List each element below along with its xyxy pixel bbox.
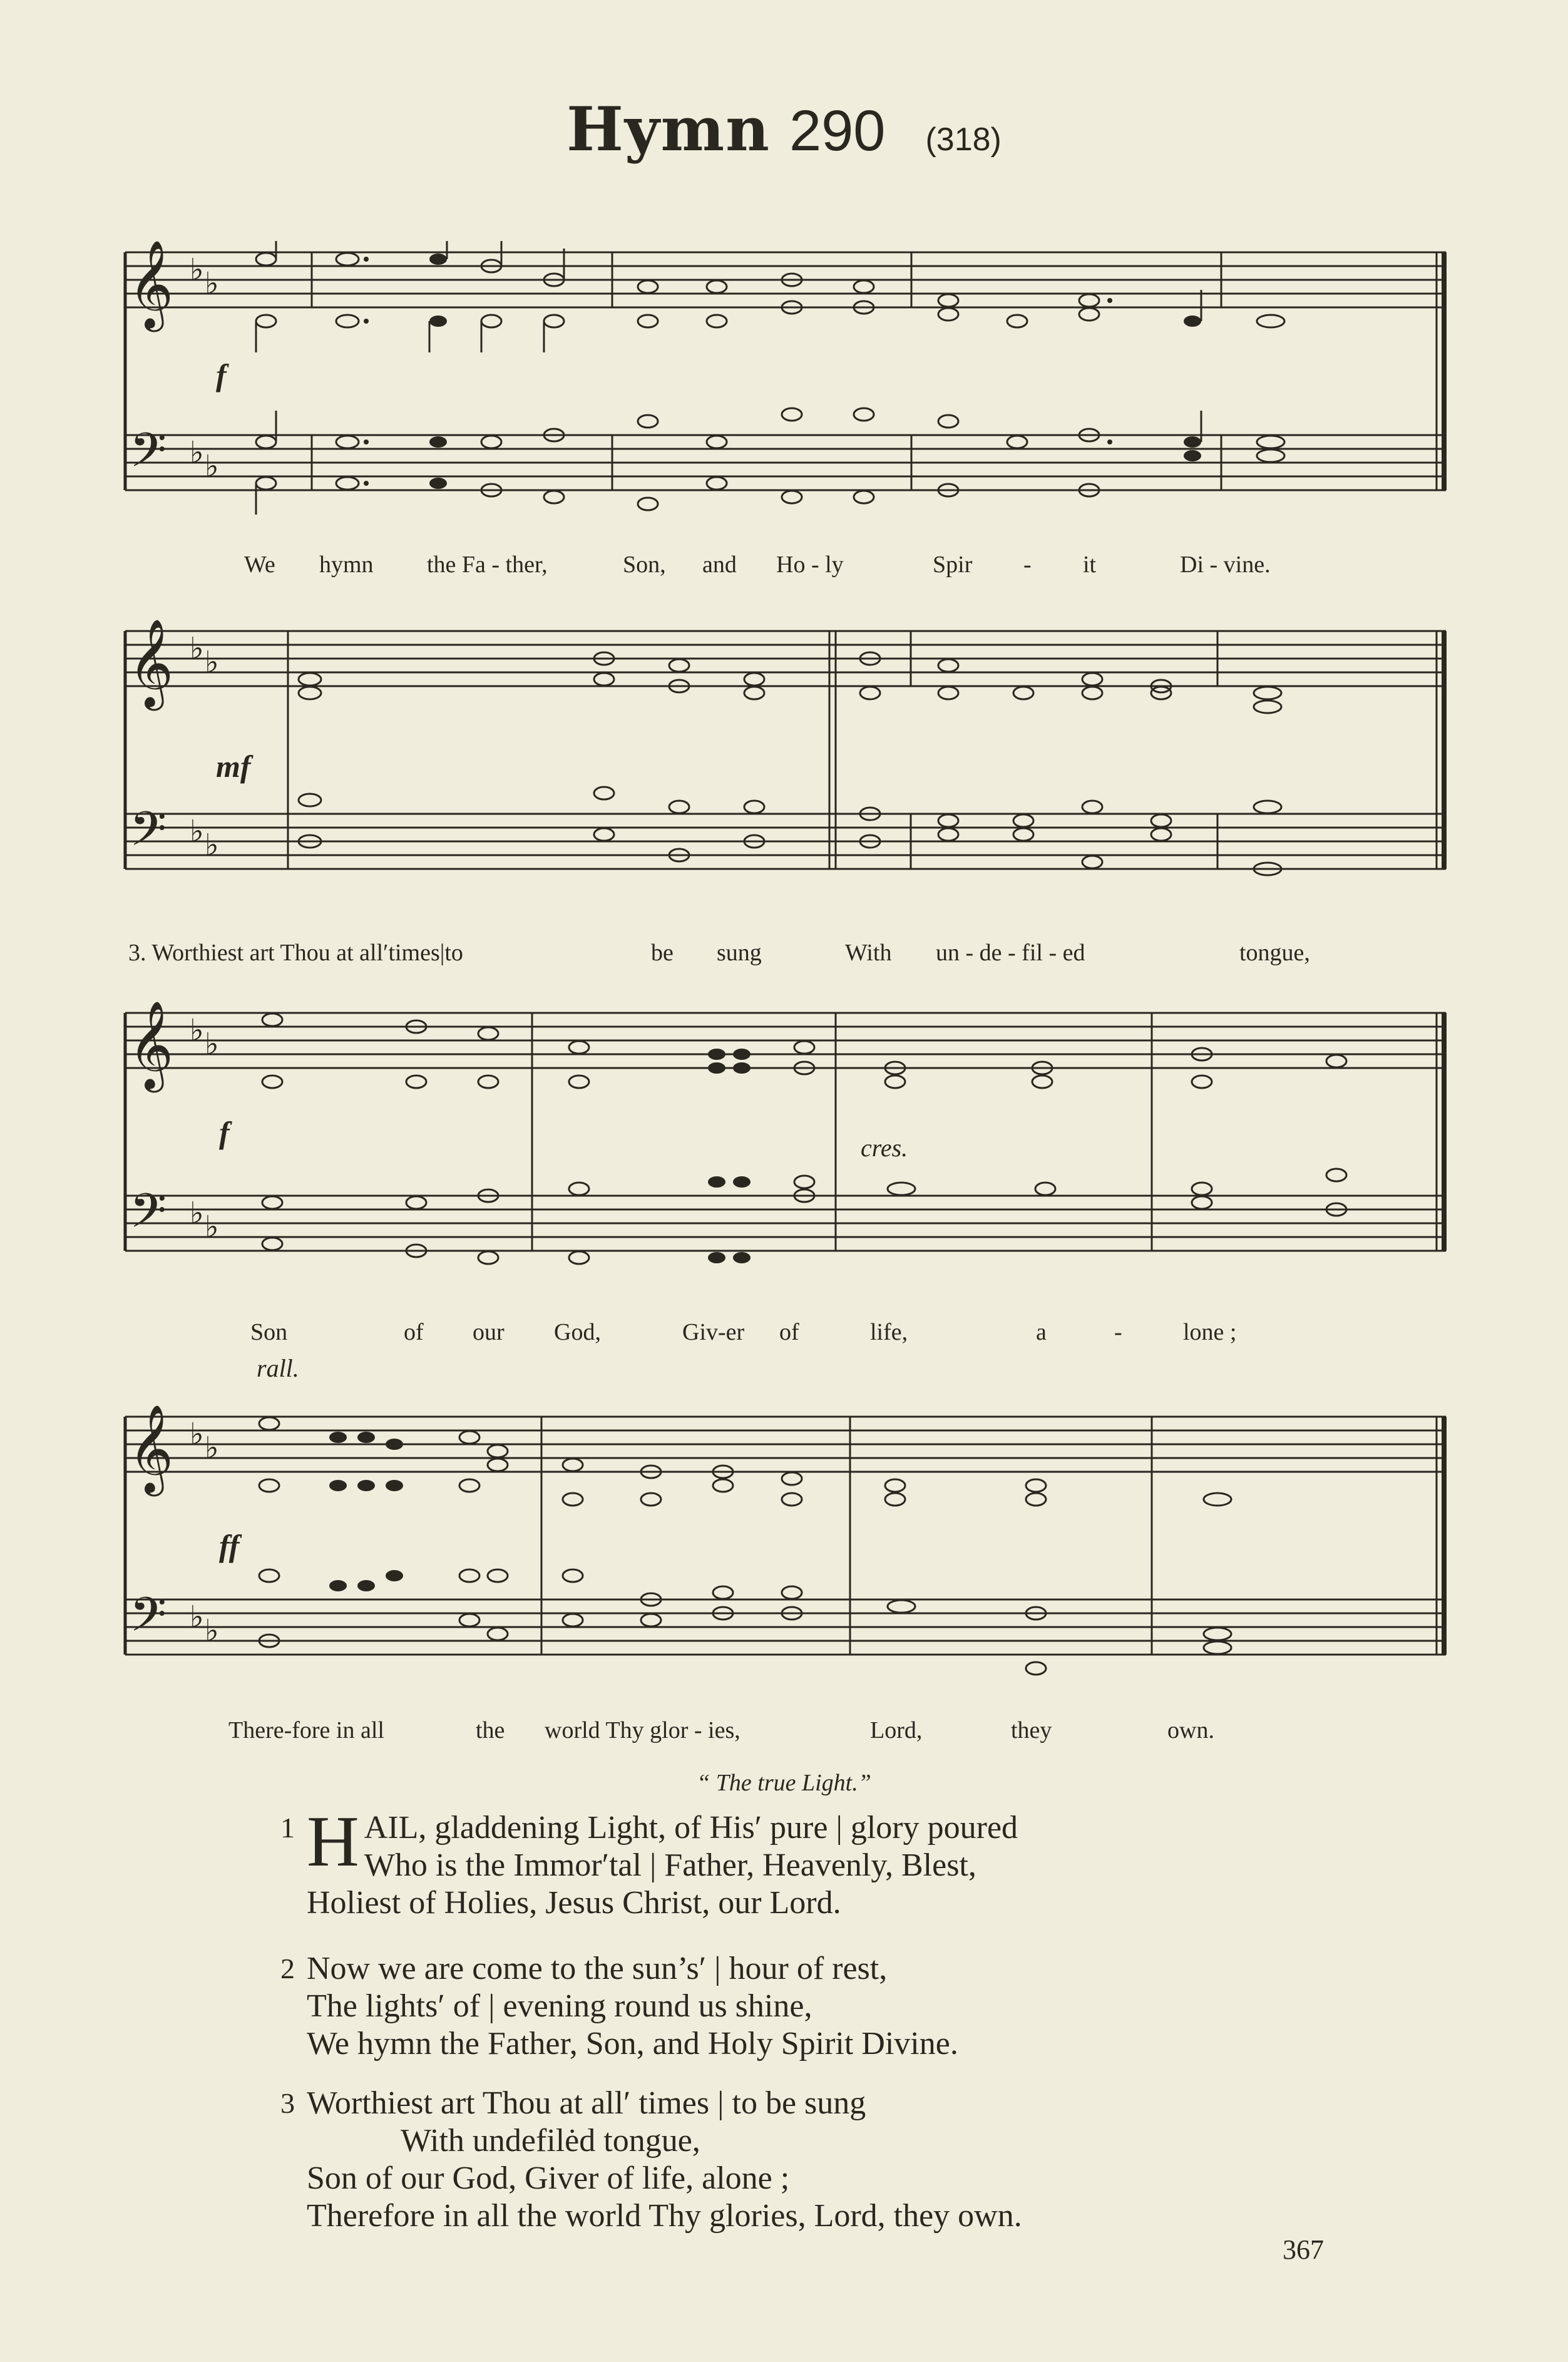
hymn-alternate-number: (318) [925,121,1002,158]
svg-text:𝄢: 𝄢 [130,423,167,490]
svg-text:𝄢: 𝄢 [130,801,167,868]
svg-text:♭: ♭ [205,645,219,680]
lyric-word: tongue, [1239,940,1310,966]
dynamic-marking-1: f [216,357,227,393]
lyric-word: be [651,940,674,966]
crescendo-marking: cres. [861,1134,908,1162]
hymn-caption: “ The true Light.” [697,1770,871,1796]
lyric-word: of [404,1319,424,1345]
verse-number: 1 [280,1812,295,1844]
svg-text:♭: ♭ [190,1013,204,1048]
lyric-word: world Thy glor - ies, [545,1717,740,1743]
rallentando-marking: rall. [257,1354,299,1382]
lyric-word: God, [554,1319,601,1345]
lyric-word: own. [1167,1717,1214,1743]
verse-number: 2 [280,1953,295,1985]
lyric-word: it [1083,552,1097,578]
svg-text:♭: ♭ [205,266,219,301]
verse-line: With undefilėd tongue, [401,2123,700,2159]
svg-text:♭: ♭ [190,1196,204,1231]
lyric-word: Ho - ly [776,552,844,578]
lyric-word: Son, [623,552,666,578]
svg-text:♭: ♭ [190,814,204,849]
verse-line: Worthiest art Thou at all′ times | to be sung [307,2085,866,2121]
lyric-word: un - de - fil - ed [936,940,1085,966]
music-system-2 [116,620,1452,895]
lyric-word: a [1036,1319,1047,1345]
verse-number: 3 [280,2087,295,2119]
lyric-word: our [473,1319,505,1345]
lyric-word: life, [870,1319,908,1345]
svg-text:♭: ♭ [205,1209,219,1245]
hymn-title-word: Hymn [566,94,771,165]
dynamic-marking-4: ff [219,1528,240,1563]
lyric-word: and [702,552,737,578]
svg-text:♭: ♭ [205,1027,219,1062]
verse-line: Holiest of Holies, Jesus Christ, our Lord. [307,1885,841,1921]
svg-text:𝄞: 𝄞 [128,241,174,328]
svg-text:♭: ♭ [190,435,204,470]
lyric-line-2 [128,939,1380,970]
lyric-line-3 [250,1318,1314,1350]
lyric-word: With [845,940,892,966]
staff-system-2-drawing [116,620,1452,895]
staff-system-1-drawing [116,241,1452,516]
lyric-word: Di - vine. [1180,552,1271,578]
svg-text:𝄞: 𝄞 [128,1404,174,1492]
hymn-number: 290 [789,99,886,163]
svg-text:♭: ♭ [205,449,219,484]
lyric-word: Lord, [870,1717,923,1743]
music-system-4 [116,1393,1452,1681]
lyric-word: There-fore in all [228,1717,384,1743]
verse-line: Who is the Immor′tal | Father, Heavenly, Blest, [364,1847,976,1883]
lyric-line-4 [228,1717,1293,1748]
lyric-word: Spir [933,552,973,578]
verse-line: We hymn the Father, Son, and Holy Spirit Divine. [307,2026,958,2062]
music-system-1 [116,241,1452,516]
verse-line: AIL, gladdening Light, of His′ pure | glory poured [364,1810,1018,1846]
verse-line: Therefore in all the world Thy glories, Lord, they own. [307,2198,1022,2234]
lyric-word: the [476,1717,505,1743]
svg-text:♭: ♭ [190,252,204,287]
music-system-3 [116,1002,1452,1277]
svg-text:♭: ♭ [190,1599,204,1635]
svg-text:♭: ♭ [205,1430,219,1466]
svg-text:♭: ♭ [205,1613,219,1648]
staff-system-4-drawing [116,1393,1452,1681]
svg-text:♭: ♭ [205,828,219,863]
verse-line: The lights′ of | evening round us shine, [307,1988,812,2024]
lyric-line-1 [244,551,1371,582]
verse-1 [280,1802,1018,1922]
lyric-word: We [244,552,275,578]
verse-3 [280,2085,1022,2235]
dynamic-marking-3: f [219,1115,230,1150]
drop-cap: H [307,1802,359,1882]
verse-2 [280,1950,958,2063]
lyric-word: of [779,1319,799,1345]
lyric-word: Son [250,1319,288,1345]
svg-text:𝄢: 𝄢 [130,1587,167,1654]
svg-text:𝄞: 𝄞 [128,620,174,707]
svg-text:𝄢: 𝄢 [130,1183,167,1250]
lyric-word: - [1023,552,1032,578]
lyric-word: they [1011,1717,1052,1743]
lyric-word: the Fa - ther, [427,552,548,578]
svg-text:♭: ♭ [190,631,204,666]
lyric-word: Giv-er [682,1319,745,1345]
lyric-word: sung [717,940,762,966]
verse-line: Son of our God, Giver of life, alone ; [307,2160,790,2196]
lyric-word: - [1114,1319,1122,1345]
page-number: 367 [1283,2234,1324,2265]
verse-line: Now we are come to the sun’s′ | hour of rest, [307,1951,888,1986]
svg-text:♭: ♭ [190,1417,204,1452]
dynamic-marking-2: mf [216,749,251,784]
lyric-word: hymn [319,552,374,578]
hymn-title [0,94,1568,165]
lyric-word: 3. Worthiest art Thou at all′times|to [128,940,463,966]
svg-text:𝄞: 𝄞 [128,1002,174,1089]
lyric-word: lone ; [1183,1319,1237,1345]
staff-system-3-drawing [116,1002,1452,1277]
